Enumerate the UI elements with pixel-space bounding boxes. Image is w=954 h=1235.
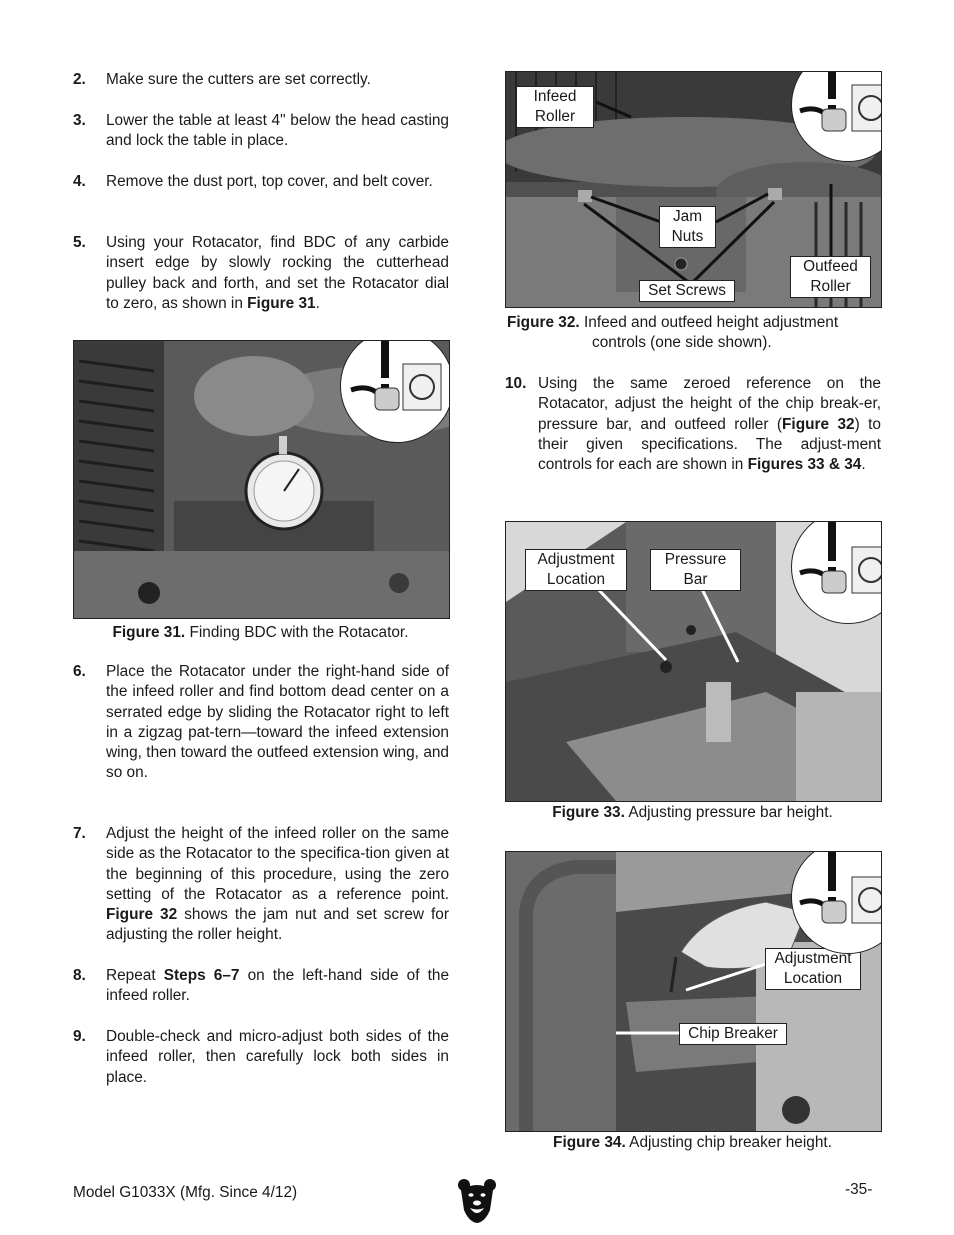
text-run: . xyxy=(315,294,320,312)
step-4: 4. Remove the dust port, top cover, and belt cover. xyxy=(73,172,449,192)
text-run: Adjust the height of the infeed roller on the same side as the Rotacator to the specifica-tion given at the beginning of this procedure, using the zero setting of the Rotacator as a reference point. xyxy=(106,825,449,903)
bold-reference: Figure 32 xyxy=(106,906,178,924)
step-10: 10. Using the same zeroed reference on the Rotacator, adjust the height of the chip break-er, pressure bar, and outfeed roller (Figure 32) to their given specifications. The adjust-ment controls for each are shown in Figures 33 & 34. xyxy=(505,374,881,475)
figure-33-caption: Figure 33. Adjusting pressure bar height. xyxy=(552,804,833,821)
step-text xyxy=(106,662,449,784)
step-3: 3. Lower the table at least 4" below the head casting and lock the table in place. xyxy=(73,111,449,152)
unplug-warning-icon xyxy=(791,71,882,162)
step-8: 8. Repeat Steps 6–7 on the left-hand side of the infeed roller. xyxy=(73,966,449,1007)
step-9: 9. Double-check and micro-adjust both sides of the infeed roller, then carefully lock both sides in place. xyxy=(73,1027,449,1088)
text-run: . xyxy=(861,456,866,474)
bold-reference: Figure 31 xyxy=(247,294,316,312)
figure-34-caption: Figure 34. Adjusting chip breaker height. xyxy=(553,1134,832,1151)
step-text xyxy=(106,172,449,192)
unplug-warning-icon xyxy=(791,851,882,954)
unplug-warning-icon xyxy=(791,521,882,624)
text-run: Using the same zeroed reference on the Rotacator, adjust the height of the chip break-er, pressure bar, and outfeed roller ( xyxy=(538,375,881,433)
figure-31-caption: Figure 31. Finding BDC with the Rotacator. xyxy=(112,624,409,641)
bear-logo-icon xyxy=(457,1178,497,1224)
figure-34-photo xyxy=(505,851,882,1132)
pressure-bar-callout: Pressure Bar xyxy=(650,549,741,591)
step-text xyxy=(106,1027,449,1088)
figure-31-photo xyxy=(73,340,450,619)
step-6: 6. Place the Rotacator under the right-hand side of the infeed roller and find bottom dead center on a serrated edge by sliding the Rotacator right to left in a zigzag pat-tern—toward the infeed extension wing, then toward the outfeed extension wing, and so on. xyxy=(73,662,449,784)
outfeed-roller-callout: Outfeed Roller xyxy=(790,256,871,298)
text-run: Place the Rotacator under the right-hand side of the infeed roller and find bottom dead center on a serrated edge by sliding the Rotacator right to left in a zigzag pat-tern—toward the infeed extension wing, then toward the outfeed extension wing, and so on. xyxy=(106,663,449,782)
text-run: ) to their given specifications. The adjust-ment controls for each are shown in xyxy=(538,415,881,474)
unplug-warning-icon xyxy=(340,340,450,443)
text-run: Remove the dust port, top cover, and belt cover. xyxy=(106,173,433,190)
step-text xyxy=(106,824,449,946)
bold-reference: Figures 33 & 34 xyxy=(747,456,862,474)
text-run: Double-check and micro-adjust both sides of the infeed roller, then carefully lock both sides in place. xyxy=(106,1028,449,1086)
plug-icon xyxy=(341,340,450,442)
text-run: Lower the table at least 4" below the head casting and lock the table in place. xyxy=(106,112,449,150)
bold-reference: Figure 32 xyxy=(782,415,855,433)
adjustment-location-callout: Adjustment Location xyxy=(525,549,627,591)
step-7: 7. Adjust the height of the infeed roller on the same side as the Rotacator to the specifica-tion given at the beginning of this procedure, using the zero setting of the Rotacator as a reference point. Figure 32 shows the jam nut and set screw for adjusting the roller height. xyxy=(73,824,449,946)
step-text xyxy=(106,70,449,90)
text-run: shows the jam nut and set screw for adjusting the roller height. xyxy=(106,906,449,944)
step-5: 5. Using your Rotacator, find BDC of any carbide insert edge by slowly rocking the cutterhead pulley back and forth, and set the Rotacator dial to zero, as shown in Figure 31. xyxy=(73,233,449,314)
text-run: Repeat xyxy=(106,967,164,984)
figure-33-photo xyxy=(505,521,882,802)
footer-page-number: -35- xyxy=(845,1181,873,1198)
figure-32-photo xyxy=(505,71,882,308)
plug-icon xyxy=(792,521,882,623)
chip-breaker-callout: Chip Breaker xyxy=(679,1023,787,1045)
jam-nuts-callout: Jam Nuts xyxy=(659,206,716,248)
footer-model: Model G1033X (Mfg. Since 4/12) xyxy=(73,1184,298,1201)
step-text xyxy=(538,374,881,475)
step-2: 2. Make sure the cutters are set correctly. xyxy=(73,70,449,90)
text-run: on the left-hand side of the infeed roller. xyxy=(106,967,449,1005)
text-run: Make sure the cutters are set correctly. xyxy=(106,71,371,88)
plug-icon xyxy=(792,851,882,953)
bold-reference: Steps 6–7 xyxy=(163,967,240,984)
figure-32-caption: Figure 32. Infeed and outfeed height adjustment controls (one side shown). xyxy=(507,314,839,351)
plug-icon xyxy=(792,71,882,161)
step-text xyxy=(106,233,449,314)
adjustment-location-callout: Adjustment Location xyxy=(765,948,861,990)
infeed-roller-callout: Infeed Roller xyxy=(516,86,594,128)
text-run: Using your Rotacator, find BDC of any carbide insert edge by slowly rocking the cutterhead pulley back and forth, and set the Rotacator dial to zero, as shown in xyxy=(106,234,449,312)
set-screws-callout: Set Screws xyxy=(639,280,735,302)
step-text xyxy=(106,966,449,1007)
step-text xyxy=(106,111,449,152)
right-column xyxy=(505,374,881,504)
